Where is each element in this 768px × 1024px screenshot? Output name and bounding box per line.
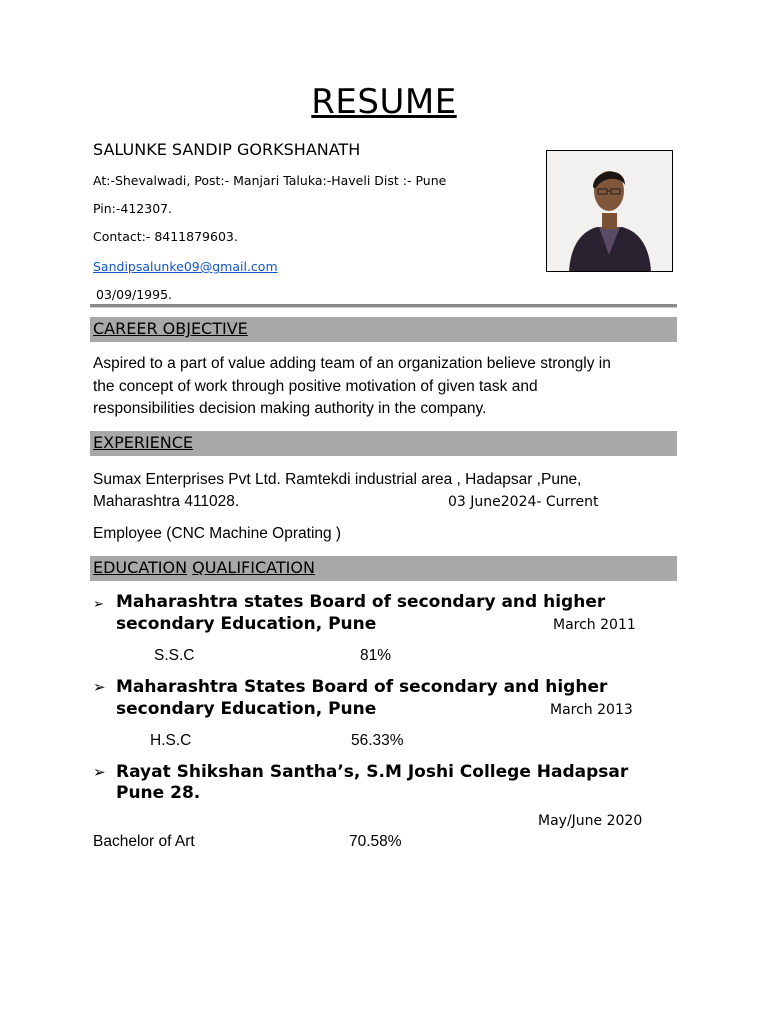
pin-code: Pin:-412307. xyxy=(93,201,173,216)
career-objective-line-1: Aspired to a part of value adding team of an organization believe strongly in xyxy=(93,355,611,372)
experience-heading xyxy=(90,431,677,456)
candidate-name: SALUNKE SANDIP GORKSHANATH xyxy=(93,140,361,159)
education-heading-word-2: QUALIFICATION xyxy=(192,558,315,577)
education-level: S.S.C xyxy=(154,647,195,664)
profile-photo xyxy=(546,150,673,272)
career-objective-heading xyxy=(90,317,677,342)
education-institution-line-1: Maharashtra States Board of secondary and higher xyxy=(116,677,608,697)
education-date: March 2011 xyxy=(553,617,636,633)
resume-title: RESUME xyxy=(311,82,457,122)
education-heading xyxy=(90,556,677,581)
person-photo-icon xyxy=(547,151,672,271)
bullet-arrow-icon: ➢ xyxy=(93,763,106,781)
address: At:-Shevalwadi, Post:- Manjari Taluka:-Haveli Dist :- Pune xyxy=(93,173,447,188)
education-level: Bachelor of Art xyxy=(93,833,195,850)
education-institution-line-1: Rayat Shikshan Santha’s, S.M Joshi College Hadapsar xyxy=(116,762,629,782)
education-score: 81% xyxy=(360,647,392,664)
divider-line-shadow xyxy=(90,307,677,308)
education-score: 70.58% xyxy=(349,833,402,850)
education-date: May/June 2020 xyxy=(538,813,643,829)
email-link[interactable]: Sandipsalunke09@gmail.com xyxy=(93,259,278,274)
education-institution-line-2: Pune 28. xyxy=(116,783,201,803)
bullet-arrow-icon: ➢ xyxy=(93,678,106,696)
contact-number: Contact:- 8411879603. xyxy=(93,229,238,244)
education-score: 56.33% xyxy=(351,732,404,749)
education-level: H.S.C xyxy=(150,732,192,749)
experience-role: Employee (CNC Machine Oprating ) xyxy=(93,525,342,542)
date-of-birth: 03/09/1995. xyxy=(96,287,173,302)
career-objective-line-3: responsibilities decision making authority in the company. xyxy=(93,400,487,417)
education-institution-line-2: secondary Education, Pune xyxy=(116,614,377,634)
career-objective-heading-text: CAREER OBJECTIVE xyxy=(93,319,248,338)
education-institution-line-2: secondary Education, Pune xyxy=(116,699,377,719)
career-objective-line-2: the concept of work through positive motivation of given task and xyxy=(93,378,538,395)
education-heading-word-1: EDUCATION xyxy=(93,558,188,577)
education-date: March 2013 xyxy=(550,702,633,718)
experience-heading-text: EXPERIENCE xyxy=(93,433,194,452)
education-institution-line-1: Maharashtra states Board of secondary and higher xyxy=(116,592,606,612)
experience-period: 03 June2024- Current xyxy=(448,494,599,510)
education-heading-text xyxy=(93,558,315,577)
experience-company-line-1: Sumax Enterprises Pvt Ltd. Ramtekdi industrial area , Hadapsar ,Pune, xyxy=(93,471,582,488)
bullet-arrow-icon: ➢ xyxy=(93,597,104,612)
experience-company-line-2: Maharashtra 411028. xyxy=(93,493,240,510)
